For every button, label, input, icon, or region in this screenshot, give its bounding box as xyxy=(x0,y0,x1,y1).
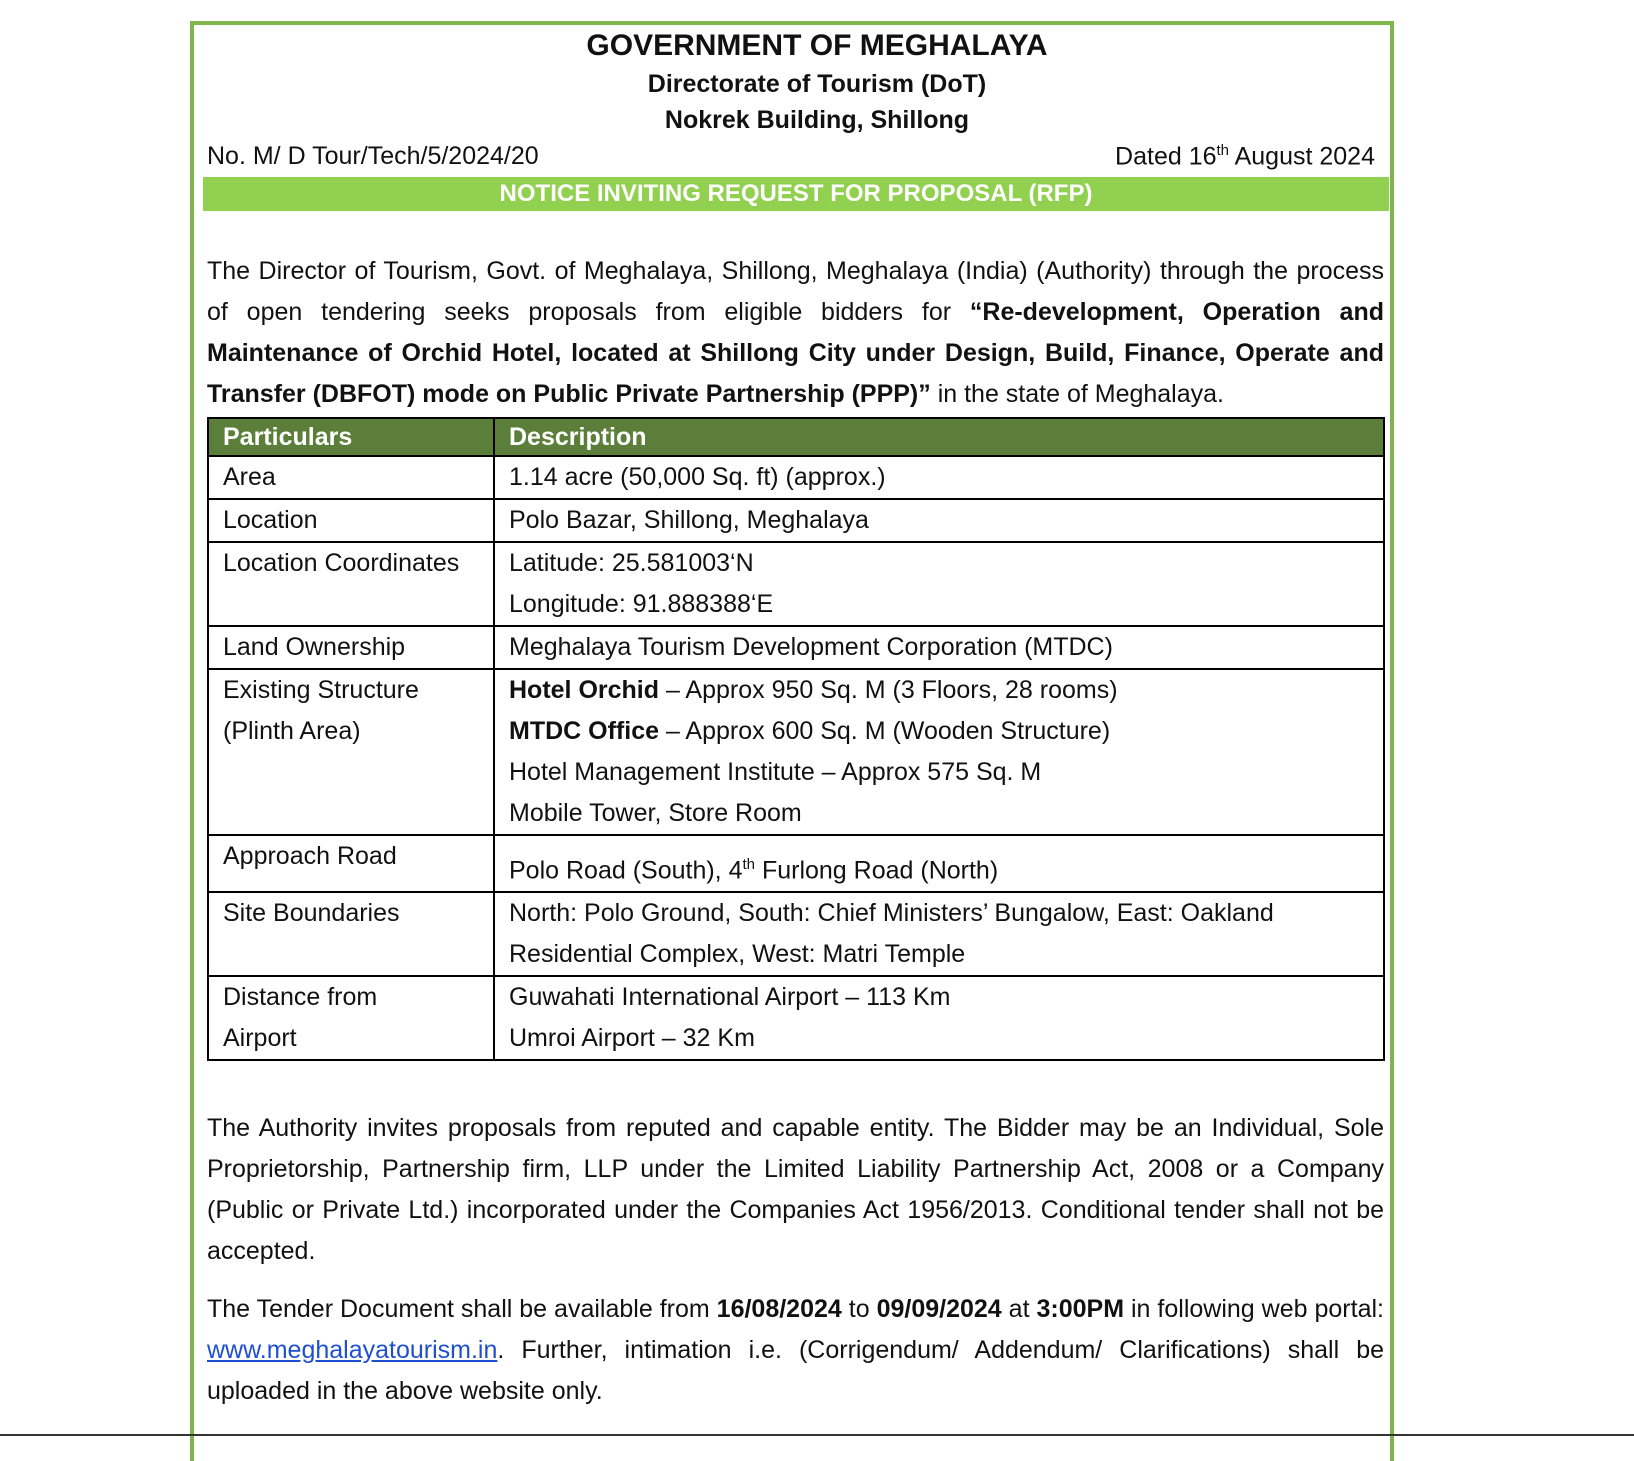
row-label: Approach Road xyxy=(208,835,494,892)
government-title: GOVERNMENT OF MEGHALAYA xyxy=(586,29,1048,62)
tender-availability-paragraph: The Tender Document shall be available from 16/08/2024 to 09/09/2024 at 3:00PM in following web portal: www.meghalayatourism.in. Further, intimation i.e. (Corrigendum/ Addendum/ Clarifications) shall be uploaded in the above website only. xyxy=(207,1295,1384,1405)
structure-line: Hotel Management Institute – Approx 575 Sq. M xyxy=(509,758,1042,786)
latitude: Latitude: 25.581003‘N xyxy=(509,549,754,577)
row-label: Existing Structure (Plinth Area) xyxy=(208,669,494,835)
intro-paragraph: The Director of Tourism, Govt. of Meghalaya, Shillong, Meghalaya (India) (Authority) through the process of open tendering seeks proposals from eligible bidders for “Re-development, Operation and Maintenance of Orchid Hotel, located at Shillong City under Design, Build, Finance, Operate and Transfer (DBFOT) mode on Public Private Partnership (PPP)” in the state of Meghalaya. xyxy=(207,257,1384,408)
row-label: Site Boundaries xyxy=(208,892,494,976)
row-label: Area xyxy=(208,456,494,499)
table-row xyxy=(208,669,1384,835)
structure-line: Hotel Orchid – Approx 950 Sq. M (3 Floors, 28 rooms) xyxy=(509,676,1118,704)
row-value: 1.14 acre (50,000 Sq. ft) (approx.) xyxy=(494,456,1384,499)
notice-banner: NOTICE INVITING REQUEST FOR PROPOSAL (RFP) xyxy=(203,177,1389,211)
structure-line: MTDC Office – Approx 600 Sq. M (Wooden Structure) xyxy=(509,717,1111,745)
table-row xyxy=(208,456,1384,499)
particulars-table xyxy=(207,417,1385,1061)
row-label: Land Ownership xyxy=(208,626,494,669)
row-label: Distance from Airport xyxy=(208,976,494,1060)
header-particulars: Particulars xyxy=(208,418,494,456)
row-value xyxy=(494,542,1384,626)
row-value: Polo Bazar, Shillong, Meghalaya xyxy=(494,499,1384,542)
structure-line: Mobile Tower, Store Room xyxy=(509,799,802,827)
directorate-title: Directorate of Tourism (DoT) xyxy=(647,70,987,98)
table-row xyxy=(208,892,1384,976)
table-row xyxy=(208,542,1384,626)
table-row xyxy=(208,976,1384,1060)
row-value: North: Polo Ground, South: Chief Ministers’ Bungalow, East: Oakland Residential Complex, West: Matri Temple xyxy=(494,892,1384,976)
portal-link[interactable]: www.meghalayatourism.in xyxy=(207,1336,498,1364)
longitude: Longitude: 91.888388‘E xyxy=(509,590,774,618)
table-row xyxy=(208,835,1384,892)
row-label: Location Coordinates xyxy=(208,542,494,626)
row-value xyxy=(494,669,1384,835)
eligibility-paragraph: The Authority invites proposals from reputed and capable entity. The Bidder may be an Individual, Sole Proprietorship, Partnership firm, LLP under the Limited Liability Partnership Act, 2008 or a Company (Public or Private Ltd.) incorporated under the Companies Act 1956/2013. Conditional tender shall not be accepted. xyxy=(207,1114,1384,1265)
row-value: Guwahati International Airport – 113 Km Umroi Airport – 32 Km xyxy=(494,976,1384,1060)
row-value: Polo Road (South), 4th Furlong Road (North) xyxy=(494,835,1384,892)
header-description: Description xyxy=(494,418,1384,456)
table-header-row xyxy=(208,418,1384,456)
bottom-divider xyxy=(0,1434,1634,1436)
table-row xyxy=(208,499,1384,542)
row-value: Meghalaya Tourism Development Corporation (MTDC) xyxy=(494,626,1384,669)
row-label: Location xyxy=(208,499,494,542)
notice-date: Dated 16th August 2024 xyxy=(1115,142,1375,171)
table-row xyxy=(208,626,1384,669)
address-line: Nokrek Building, Shillong xyxy=(664,106,970,134)
reference-number: No. M/ D Tour/Tech/5/2024/20 xyxy=(207,142,539,170)
reference-line xyxy=(207,142,1375,171)
